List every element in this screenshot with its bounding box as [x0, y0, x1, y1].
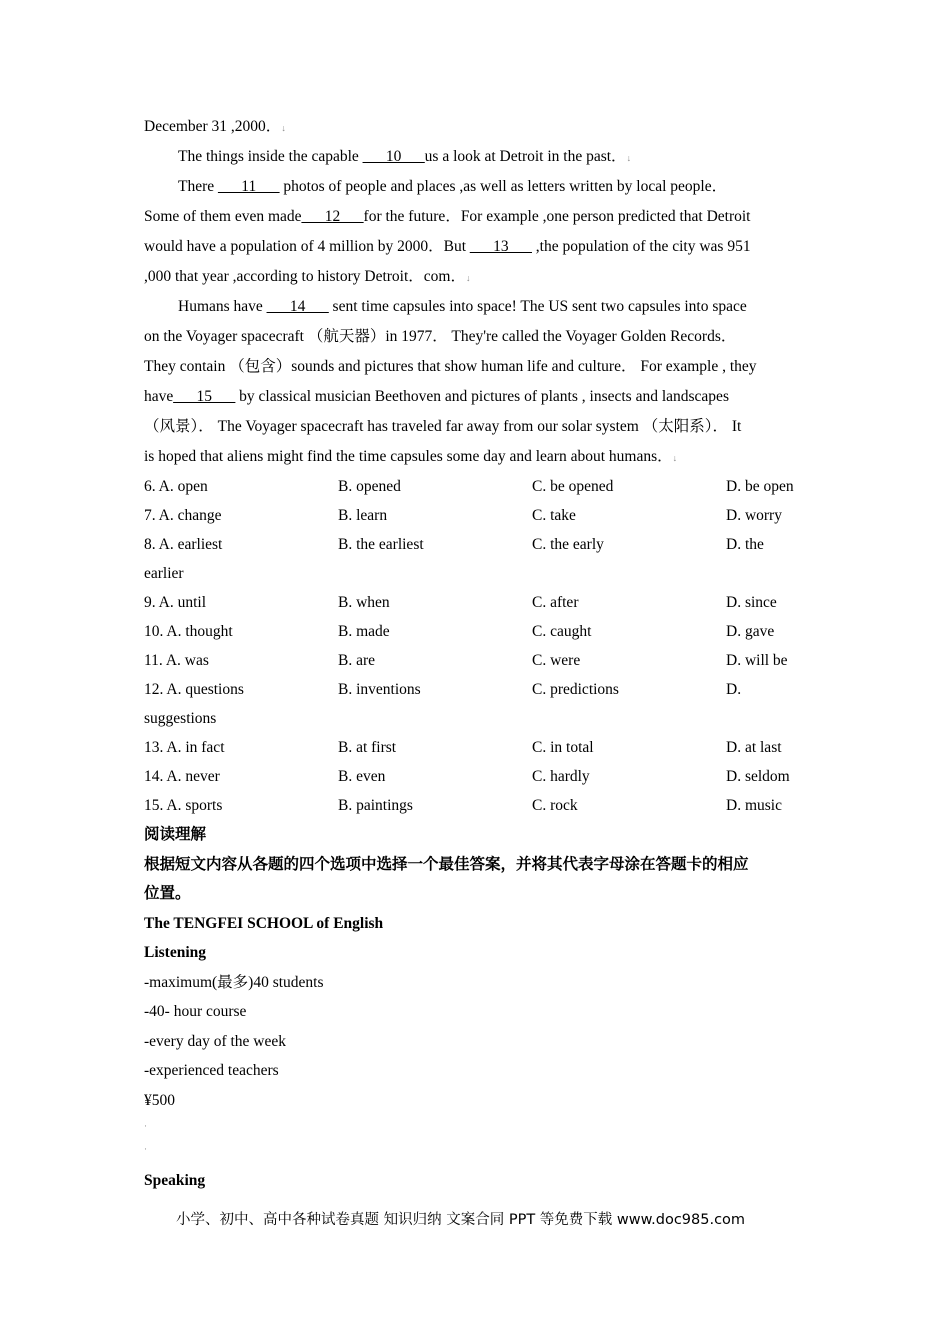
option-wrap: earlier	[144, 565, 184, 582]
blank-11: ___11___	[218, 178, 280, 195]
blank-12: ___12___	[301, 208, 364, 225]
option-row: 8. A. earliest B. the earliest C. the early D. the	[144, 536, 764, 553]
passage-line: （风景）． The Voyager spacecraft has traveled far away from our solar system （太阳系）． It	[144, 418, 742, 435]
passage-line: Some of them even made___12___for the future．For example ,one person predicted that Detroit	[144, 208, 751, 225]
instructions: 根据短文内容从各题的四个选项中选择一个最佳答案，并将其代表字母涂在答题卡的相应	[144, 854, 749, 873]
option-row: 6. A. open B. opened C. be opened D. be open	[144, 478, 794, 495]
list-item: -every day of the week	[144, 1032, 287, 1050]
blank-13: ___13___	[469, 238, 532, 255]
price: ¥500	[144, 1091, 175, 1109]
list-item: -maximum(最多)40 students	[144, 973, 324, 991]
options-list	[144, 472, 809, 820]
passage-line: They contain （包含）sounds and pictures that show human life and culture． For example , they	[144, 358, 757, 375]
passage-line: would have a population of 4 million by 2000．But ___13___ ,the population of the city was 951	[144, 238, 751, 255]
listening-heading: Listening	[144, 944, 207, 961]
school-title: The TENGFEI SCHOOL of English	[144, 914, 384, 932]
option-row: 12. A. questions B. inventions C. predictions D.	[144, 681, 742, 698]
passage-line: Humans have ___14___ sent time capsules into space! The US sent two capsules into space	[178, 298, 747, 315]
document-body	[144, 112, 809, 1196]
blank-15: ___15___	[173, 388, 236, 405]
option-row: 11. A. was B. are C. were D. will be	[144, 652, 788, 669]
paragraph-mark: ·	[144, 1121, 147, 1131]
paragraph-mark: ·	[144, 1144, 147, 1154]
option-row: 15. A. sports B. paintings C. rock D. music	[144, 797, 782, 814]
list-item: -40- hour course	[144, 1003, 247, 1020]
section-heading: 阅读理解	[144, 825, 207, 843]
option-row: 10. A. thought B. made C. caught D. gave	[144, 623, 775, 640]
option-row: 9. A. until B. when C. after D. since	[144, 594, 777, 611]
passage-line: have___15___ by classical musician Beethoven and pictures of plants , insects and landscapes	[144, 388, 729, 405]
passage-line: The things inside the capable ___10___us a look at Detroit in the past．↓	[178, 148, 632, 165]
passage-line: is hoped that aliens might find the time capsules some day and learn about humans．↓	[144, 448, 678, 465]
blank-10: ___10___	[362, 148, 425, 165]
option-row: 13. A. in fact B. at first C. in total D. at last	[144, 739, 782, 756]
option-wrap: suggestions	[144, 710, 217, 727]
passage-line: December 31 ,2000．↓	[144, 118, 286, 135]
passage-line: ,000 that year ,according to history Detroit．com．↓	[144, 268, 471, 285]
blank-14: ___14___	[266, 298, 329, 315]
option-row: 14. A. never B. even C. hardly D. seldom	[144, 768, 790, 785]
passage-line: on the Voyager spacecraft （航天器）in 1977． They're called the Voyager Golden Records．	[144, 328, 737, 345]
list-item: -experienced teachers	[144, 1062, 279, 1079]
footer-text: 小学、初中、高中各种试卷真题 知识归纳 文案合同 PPT 等免费下载 www.doc985.com	[176, 1212, 746, 1228]
speaking-heading: Speaking	[144, 1172, 206, 1189]
option-row: 7. A. change B. learn C. take D. worry	[144, 507, 782, 524]
instructions: 位置。	[144, 884, 191, 902]
passage-line: There ___11___ photos of people and places ,as well as letters written by local people．	[178, 178, 728, 195]
